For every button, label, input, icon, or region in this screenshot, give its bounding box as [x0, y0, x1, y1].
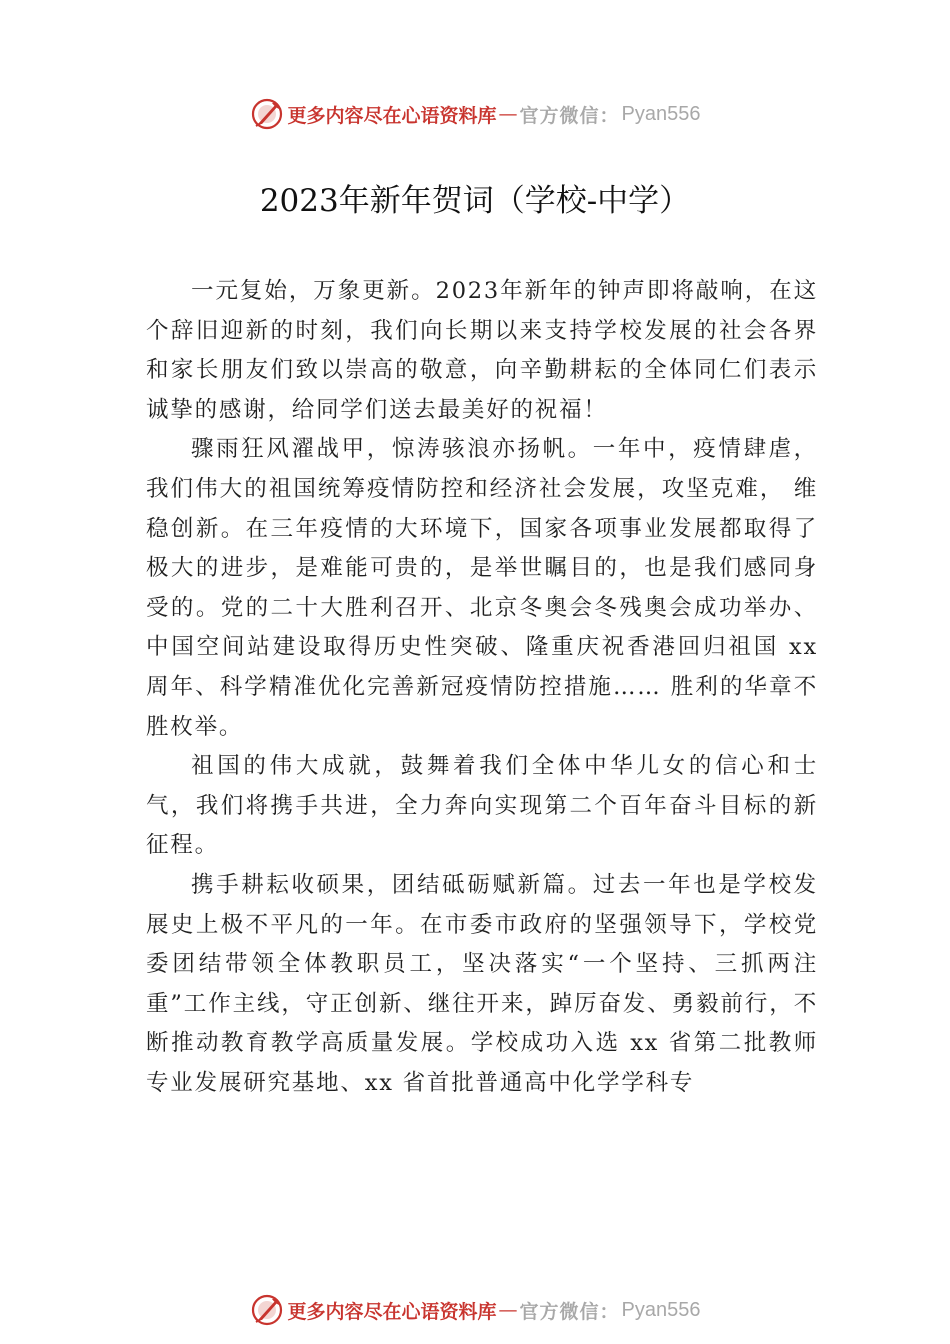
paragraph: 骤雨狂风濯战甲，惊涛骇浪亦扬帆。一年中，疫情肆虐，我们伟大的祖国统筹疫情防控和经济社会发展，攻坚克难， 维稳创新。在三年疫情的大环境下，国家各项事业发展都取得了极大的进步，是难能可贵的，是举世瞩目的，也是我们感同身受的。党的二十大胜利召开、北京冬奥会冬残奥会成功举办、中国空间站建设取得历史性突破、隆重庆祝香港回归祖国 xx 周年、科学精准优化完善新冠疫情防控措施…… 胜利的华章不胜枚举。 [146, 436, 818, 740]
watermark-brand-text: 更多内容尽在心语资料库 [287, 1300, 497, 1323]
paragraph: 携手耕耘收硕果，团结砥砺赋新篇。过去一年也是学校发展史上极不平凡的一年。在市委市政府的坚强领导下，学校党委团结带领全体教职员工，坚决落实“一个坚持、三抓两注重”工作主线，守正创新、继往开来，踔厉奋发、勇毅前行，不断推动教育教学高质量发展。学校成功入选 xx 省第二批教师专业发展研究基地、xx 省首批普通高中化学学科专 [146, 871, 818, 1096]
watermark-wechat-id: Pyan556 [621, 1298, 701, 1321]
footer-watermark [0, 1290, 950, 1330]
document-title: 2023年新年贺词（学校-中学） [259, 183, 691, 219]
paragraph: 一元复始，万象更新。2023年新年的钟声即将敲响，在这个辞旧迎新的时刻，我们向长期以来支持学校发展的社会各界和家长朋友们致以崇高的敬意，向辛勤耕耘的全体同仁们表示诚挚的感谢，给同学们送去最美好的祝福！ [146, 278, 818, 423]
watermark-wechat-label: 官方微信： [519, 1300, 620, 1323]
paragraph: 祖国的伟大成就，鼓舞着我们全体中华儿女的信心和士气，我们将携手共进，全力奔向实现第二个百年奋斗目标的新征程。 [146, 753, 818, 859]
document-body [146, 272, 818, 1103]
quill-pen-logo-icon [250, 1293, 284, 1327]
quill-pen-logo-icon [250, 97, 284, 131]
watermark-brand-text: 更多内容尽在心语资料库 [287, 104, 497, 127]
watermark-wechat-id: Pyan556 [621, 102, 701, 125]
watermark-separator: — [498, 103, 518, 125]
header-watermark [0, 94, 950, 134]
watermark-separator: — [498, 1299, 518, 1321]
watermark-wechat-label: 官方微信： [519, 104, 620, 127]
